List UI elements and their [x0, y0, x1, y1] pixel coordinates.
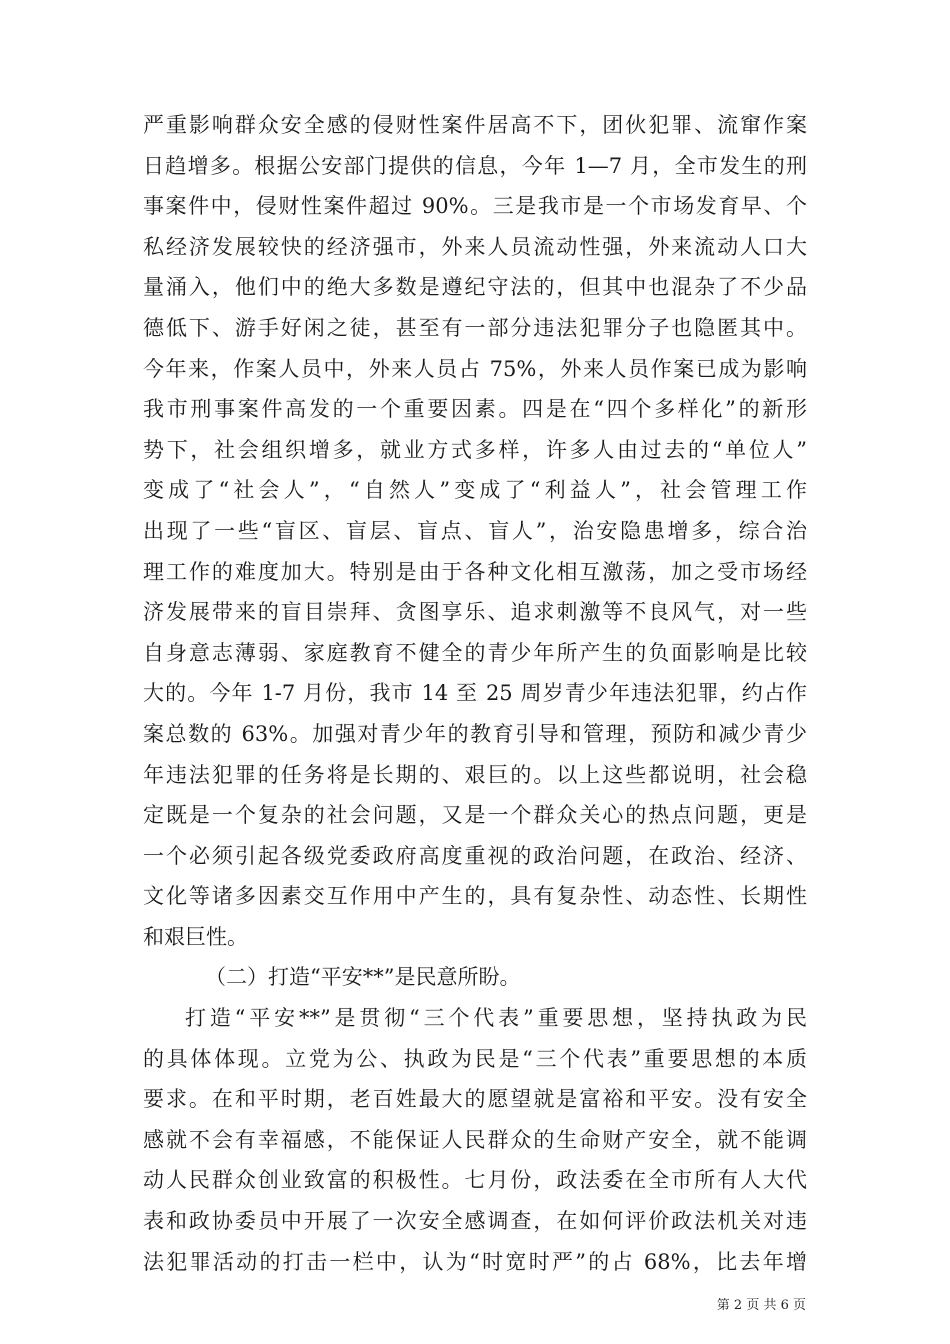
text-line: 法犯罪活动的打击一栏中，认为“时宽时严”的占 68%，比去年增	[143, 1249, 807, 1274]
text-line: 大的。今年 1-7 月份，我市 14 至 25 周岁青少年违法犯罪，约占作	[143, 681, 807, 706]
text-line: 打造“平安**”是贯彻“三个代表”重要思想，坚持执政为民	[185, 1006, 807, 1031]
text-line: 表和政协委员中开展了一次安全感调查，在如何评价政法机关对违	[143, 1209, 807, 1234]
section-heading: （二）打造“平安**”是民意所盼。	[205, 965, 521, 990]
text-line: 事案件中，侵财性案件超过 90%。三是我市是一个市场发育早、个	[143, 194, 807, 219]
text-line: 变成了“社会人”，“自然人”变成了“利益人”，社会管理工作	[143, 478, 807, 503]
document-body	[143, 105, 807, 1282]
text-line: 的具体体现。立党为公、执政为民是“三个代表”重要思想的本质	[143, 1046, 807, 1071]
text-line: 势下，社会组织增多，就业方式多样，许多人由过去的“单位人”	[143, 437, 807, 462]
text-line: 动人民群众创业致富的积极性。七月份，政法委在全市所有人大代	[143, 1168, 807, 1193]
text-line: 量涌入，他们中的绝大多数是遵纪守法的，但其中也混杂了不少品	[143, 275, 807, 300]
text-line: 私经济发展较快的经济强市，外来人员流动性强，外来流动人口大	[143, 234, 807, 259]
text-line: 定既是一个复杂的社会问题，又是一个群众关心的热点问题，更是	[143, 803, 807, 828]
text-line: 日趋增多。根据公安部门提供的信息，今年 1—7 月，全市发生的刑	[143, 153, 807, 178]
text-line: 济发展带来的盲目崇拜、贪图享乐、追求刺激等不良风气，对一些	[143, 600, 807, 625]
text-line: 自身意志薄弱、家庭教育不健全的青少年所产生的负面影响是比较	[143, 640, 807, 665]
text-line: 今年来，作案人员中，外来人员占 75%，外来人员作案已成为影响	[143, 356, 807, 381]
text-line: 文化等诸多因素交互作用中产生的，具有复杂性、动态性、长期性	[143, 884, 807, 909]
text-line: 和艰巨性。	[143, 924, 248, 949]
text-line: 出现了一些“盲区、盲层、盲点、盲人”，治安隐患增多，综合治	[143, 518, 807, 543]
text-line: 案总数的 63%。加强对青少年的教育引导和管理，预防和减少青少	[143, 721, 807, 746]
text-line: 严重影响群众安全感的侵财性案件居高不下，团伙犯罪、流窜作案	[143, 113, 807, 137]
page-number: 第 2 页 共 6 页	[716, 1298, 806, 1313]
text-line: 要求。在和平时期，老百姓最大的愿望就是富裕和平安。没有安全	[143, 1087, 807, 1112]
text-line: 我市刑事案件高发的一个重要因素。四是在“四个多样化”的新形	[143, 397, 807, 422]
text-line: 感就不会有幸福感，不能保证人民群众的生命财产安全，就不能调	[143, 1127, 807, 1152]
text-line: 德低下、游手好闲之徒，甚至有一部分违法犯罪分子也隐匿其中。	[143, 315, 807, 340]
paragraph-2	[143, 998, 807, 1282]
paragraph-1	[143, 105, 807, 957]
text-line: 理工作的难度加大。特别是由于各种文化相互激荡，加之受市场经	[143, 559, 807, 584]
text-line: 年违法犯罪的任务将是长期的、艰巨的。以上这些都说明，社会稳	[143, 762, 807, 787]
text-line: 一个必须引起各级党委政府高度重视的政治问题，在政治、经济、	[143, 843, 807, 868]
